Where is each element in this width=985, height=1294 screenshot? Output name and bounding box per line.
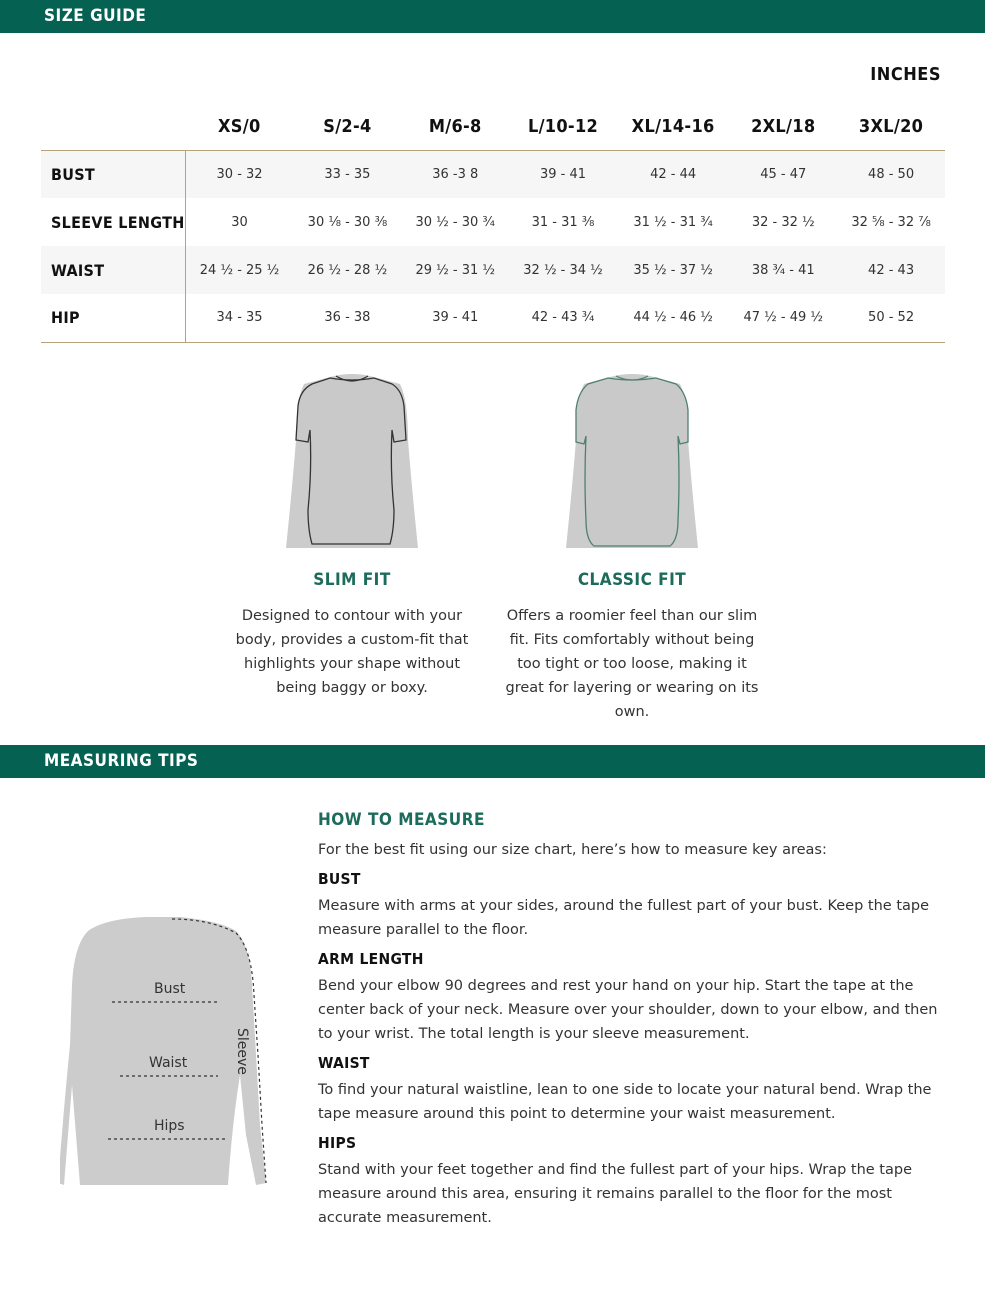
table-cell: 36 - 38 [324, 310, 371, 326]
row-label: BUST [41, 150, 185, 198]
table-cell: 39 - 41 [432, 310, 479, 326]
figure-label-hips: Hips [154, 1118, 185, 1134]
tip-title-bust: BUST [318, 870, 361, 888]
table-row-hip [41, 294, 945, 342]
table-cell: 48 - 50 [868, 166, 915, 182]
tip-text-hips: Stand with your feet together and find the fullest part of your hips. Wrap the tape measure around this area, ensuring it remains parallel to the floor for the most accurate measurement. [318, 1162, 912, 1226]
table-cell: 30 [231, 214, 248, 230]
table-cell: 36 -3 8 [432, 166, 479, 182]
row-label: SLEEVE LENGTH [41, 198, 185, 246]
slim-fit-title: SLIM FIT [313, 570, 391, 590]
corner-cell [41, 104, 185, 150]
row-label: WAIST [41, 246, 185, 294]
table-row-bust [41, 150, 945, 198]
how-to-measure-intro: For the best fit using our size chart, here’s how to measure key areas: [318, 842, 827, 858]
table-cell: 30 ⅛ - 30 ⅜ [307, 214, 388, 230]
classic-fit-card [502, 370, 762, 724]
table-cell: 30 - 32 [216, 166, 263, 182]
measuring-tips-header: MEASURING TIPS [0, 745, 985, 778]
table-cell: 32 - 32 ½ [751, 214, 815, 230]
classic-fit-description: Offers a roomier feel than our slim fit. Fits comfortably without being too tight or too loose, making it great for layering or wearing on its own. [505, 608, 759, 720]
slim-fit-card [222, 370, 482, 700]
how-to-measure-title: HOW TO MEASURE [318, 810, 485, 830]
size-table [41, 104, 945, 343]
tip-title-arm-length: ARM LENGTH [318, 950, 424, 968]
tip-text-waist: To find your natural waistline, lean to one side to locate your natural bend. Wrap the tape measure around this point to determine your waist measurement. [318, 1082, 932, 1122]
size-col-header: 2XL/18 [751, 116, 816, 138]
table-cell: 31 ½ - 31 ¾ [633, 214, 713, 230]
table-cell: 50 - 52 [868, 310, 915, 326]
table-cell: 33 - 35 [324, 166, 371, 182]
table-row-waist [41, 246, 945, 294]
table-row-sleeve [41, 198, 945, 246]
table-cell: 42 - 44 [650, 166, 697, 182]
units-label: INCHES [870, 64, 941, 85]
size-col-header: L/10-12 [527, 116, 599, 138]
table-cell: 42 - 43 ¾ [531, 310, 595, 326]
size-col-header: XS/0 [218, 116, 261, 138]
table-cell: 29 ½ - 31 ½ [415, 262, 495, 278]
table-cell: 38 ¾ - 41 [751, 262, 815, 278]
tip-title-waist: WAIST [318, 1054, 370, 1072]
table-cell: 24 ½ - 25 ½ [199, 262, 280, 278]
figure-label-bust: Bust [154, 981, 186, 997]
table-cell: 47 ½ - 49 ½ [743, 310, 823, 326]
size-guide-header: SIZE GUIDE [0, 0, 985, 33]
measurement-figure [60, 905, 290, 1195]
figure-label-waist: Waist [149, 1055, 188, 1071]
how-to-measure [318, 810, 943, 1236]
tip-text-arm-length: Bend your elbow 90 degrees and rest your hand on your hip. Start the tape at the center back of your neck. Measure over your shoulder, down to your elbow, and then to your wrist. The total length is your sleeve measurement. [318, 978, 938, 1042]
figure-label-sleeve: Sleeve [234, 1028, 250, 1075]
table-cell: 32 ½ - 34 ½ [523, 262, 603, 278]
size-col-header: S/2-4 [323, 116, 372, 138]
size-col-header: XL/14-16 [631, 116, 715, 138]
table-cell: 32 ⅝ - 32 ⅞ [851, 214, 931, 230]
slim-fit-shirt-icon [282, 370, 422, 550]
size-header-row [41, 104, 945, 150]
tip-title-hips: HIPS [318, 1134, 357, 1152]
table-cell: 26 ½ - 28 ½ [307, 262, 388, 278]
tip-text-bust: Measure with arms at your sides, around the fullest part of your bust. Keep the tape measure parallel to the floor. [318, 898, 930, 938]
size-col-header: 3XL/20 [858, 116, 924, 138]
table-cell: 34 - 35 [216, 310, 263, 326]
table-cell: 31 - 31 ⅜ [531, 214, 595, 230]
table-cell: 42 - 43 [868, 262, 915, 278]
row-label: HIP [41, 294, 185, 342]
table-cell: 39 - 41 [540, 166, 587, 182]
table-cell: 35 ½ - 37 ½ [633, 262, 713, 278]
size-col-header: M/6-8 [428, 116, 482, 138]
body-silhouette-icon [60, 905, 290, 1195]
table-cell: 44 ½ - 46 ½ [633, 310, 713, 326]
table-cell: 30 ½ - 30 ¾ [415, 214, 495, 230]
table-cell: 45 - 47 [760, 166, 807, 182]
slim-fit-description: Designed to contour with your body, provides a custom-fit that highlights your shape without being baggy or boxy. [235, 608, 469, 696]
classic-fit-title: CLASSIC FIT [577, 570, 687, 590]
classic-fit-shirt-icon [562, 370, 702, 550]
